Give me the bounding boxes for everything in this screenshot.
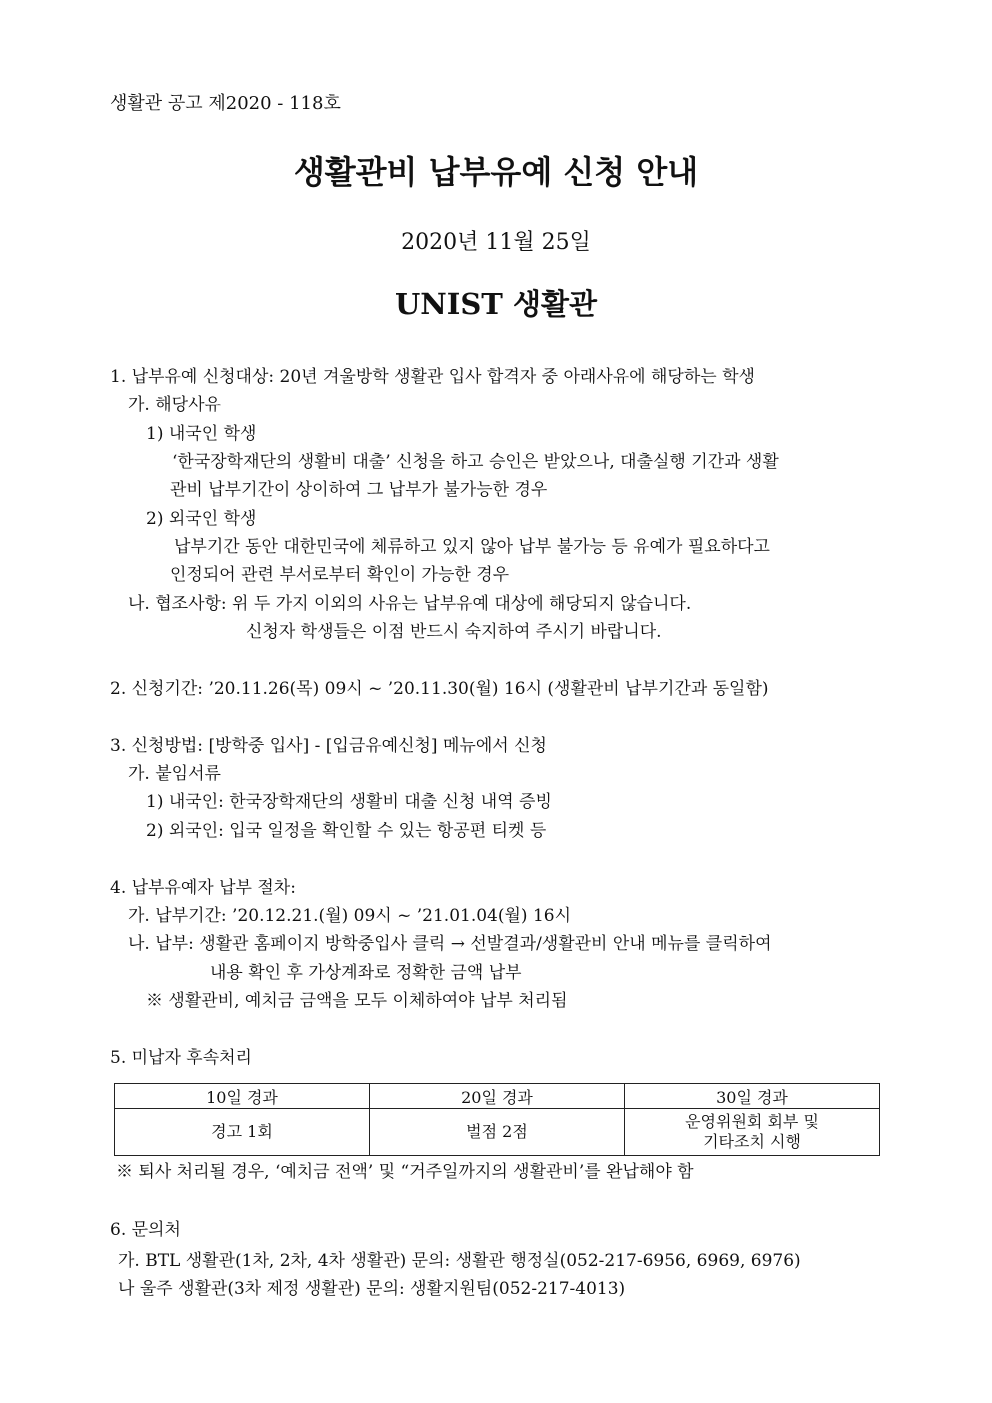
notice-number: 생활관 공고 제2020 - 118호 (110, 93, 341, 114)
section3-item1: 1) 내국인: 한국장학재단의 생활비 대출 신청 내역 증빙 (146, 792, 552, 812)
section1-sub-b-line1: 나. 협조사항: 위 두 가지 이외의 사유는 납부유예 대상에 해당되지 않습니다. (128, 594, 692, 614)
section1-item2-line1: 납부기간 동안 대한민국에 체류하고 있지 않아 납부 불가능 등 유예가 필요하다고 (174, 537, 770, 557)
section4-heading: 4. 납부유예자 납부 절차: (110, 878, 296, 898)
section6-contact-a: 가. BTL 생활관(1차, 2차, 4차 생활관) 문의: 생활관 행정실(052-217-6956, 6969, 6976) (118, 1251, 801, 1271)
table-cell: 운영위원회 회부 및 기타조치 시행 (625, 1109, 880, 1156)
section5-note: ※ 퇴사 처리될 경우, ‘예치금 전액’ 및 “거주일까지의 생활관비’를 완납해야 함 (116, 1162, 694, 1182)
section1-sub-a: 가. 해당사유 (128, 395, 221, 415)
section1-item2-title: 2) 외국인 학생 (146, 509, 257, 529)
section6-contact-b: 나 울주 생활관(3차 제정 생활관) 문의: 생활지원팀(052-217-4013) (118, 1279, 626, 1299)
section3-heading: 3. 신청방법: [방학중 입사] - [입금유예신청] 메뉴에서 신청 (110, 736, 547, 756)
section3-item2: 2) 외국인: 입국 일정을 확인할 수 있는 항공편 티켓 등 (146, 821, 547, 841)
table-row (115, 1109, 880, 1156)
table-cell: 벌점 2점 (370, 1109, 625, 1156)
section3-sub-a: 가. 붙임서류 (128, 764, 221, 784)
organization-name: UNIST 생활관 (394, 287, 598, 321)
table-cell: 경고 1회 (115, 1109, 370, 1156)
penalty-table (114, 1083, 880, 1156)
section1-item2-line2: 인정되어 관련 부서로부터 확인이 가능한 경우 (170, 565, 510, 585)
table-header-cell: 20일 경과 (370, 1084, 625, 1109)
section1-item1-title: 1) 내국인 학생 (146, 424, 257, 444)
section4-sub-b-line2: 내용 확인 후 가상계좌로 정확한 금액 납부 (210, 963, 522, 983)
section1-item1-line2: 관비 납부기간이 상이하여 그 납부가 불가능한 경우 (170, 480, 548, 500)
section4-sub-a: 가. 납부기간: ’20.12.21.(월) 09시 ~ ’21.01.04(월) 16시 (128, 906, 572, 926)
section1-sub-b-line2: 신청자 학생들은 이점 반드시 숙지하여 주시기 바랍니다. (246, 622, 662, 642)
document-date: 2020년 11월 25일 (401, 230, 591, 255)
page-title: 생활관비 납부유예 신청 안내 (293, 153, 699, 191)
table-header-cell: 10일 경과 (115, 1084, 370, 1109)
section5-heading: 5. 미납자 후속처리 (110, 1048, 252, 1068)
section1-heading: 1. 납부유예 신청대상: 20년 겨울방학 생활관 입사 합격자 중 아래사유에 해당하는 학생 (110, 367, 755, 387)
section2-heading: 2. 신청기간: ’20.11.26(목) 09시 ~ ’20.11.30(월) 16시 (생활관비 납부기간과 동일함) (110, 679, 769, 699)
section4-sub-b-line1: 나. 납부: 생활관 홈페이지 방학중입사 클릭 → 선발결과/생활관비 안내 메뉴를 클릭하여 (128, 934, 772, 954)
section1-item1-line1: ‘한국장학재단의 생활비 대출’ 신청을 하고 승인은 받았으나, 대출실행 기간과 생활 (172, 452, 779, 472)
section4-note: ※ 생활관비, 예치금 금액을 모두 이체하여야 납부 처리됨 (146, 991, 568, 1011)
table-header-row (115, 1084, 880, 1109)
section6-heading: 6. 문의처 (110, 1220, 181, 1240)
table-header-cell: 30일 경과 (625, 1084, 880, 1109)
